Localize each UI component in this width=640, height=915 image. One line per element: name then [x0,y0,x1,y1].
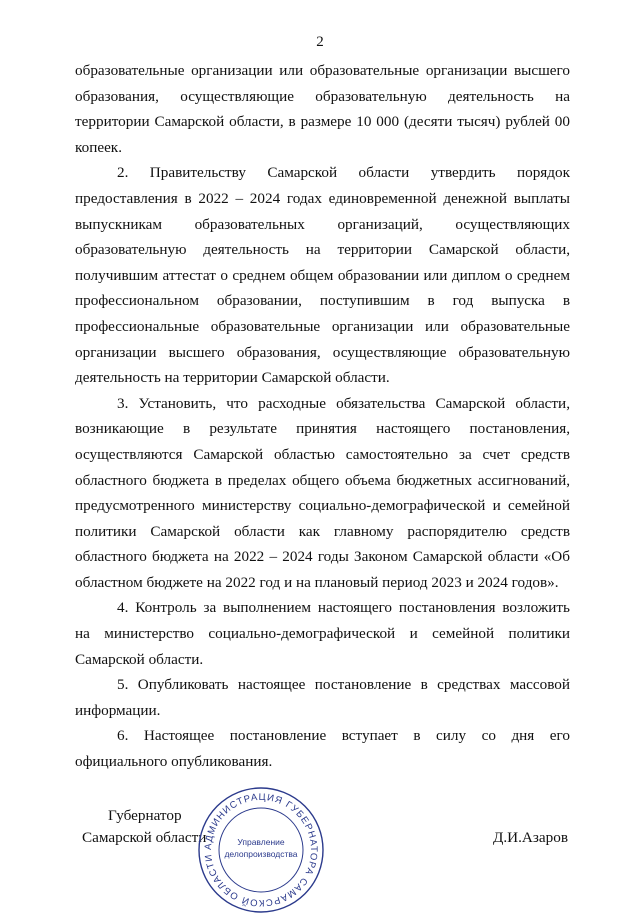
signatory-title: Губернатор [108,807,182,824]
paragraph-3: 3. Установить, что расходные обязательства Самарской области, возникающие в результате принятия настоящего постановления, осуществляются Самарской областью самостоятельно за счет средств областного бюджета в пределах общего объема бюджетных ассигнований, предусмотренного министерству социально-демографической и семейной политики Самарской области как главному распорядителю средств областного бюджета на 2022 – 2024 годы Законом Самарской области «Об областном бюджете на 2022 год и на плановый период 2023 и 2024 годов». [75,394,570,591]
document-body [75,58,570,775]
signatory-region: Самарской области [82,829,207,846]
stamp-center-line-1: Управление [237,837,285,847]
signatory-name: Д.И.Азаров [493,829,568,846]
official-stamp [196,785,326,915]
stamp-center-line-2: делопроизводства [224,849,298,859]
stamp-ring-text: АДМИНИСТРАЦИЯ ГУБЕРНАТОРА САМАРСКОЙ ОБЛАСТИ [202,791,320,909]
paragraph-4: 4. Контроль за выполнением настоящего постановления возложить на министерство социально-демографической и семейной политики Самарской области. [75,599,570,668]
signature-block [0,791,640,909]
paragraph-1-continuation: образовательные организации или образовательные организации высшего образования, осуществляющие образовательную деятельность на территории Самарской области, в размере 10 000 (десяти тысяч) рублей 00 копеек. [75,62,570,156]
paragraph-6: 6. Настоящее постановление вступает в силу со дня его официального опубликования. [75,727,570,771]
paragraph-5: 5. Опубликовать настоящее постановление в средствах массовой информации. [75,676,570,719]
paragraph-2: 2. Правительству Самарской области утвердить порядок предоставления в 2022 – 2024 годах единовременной денежной выплаты выпускникам образовательных организаций, осуществляющих образовательную деятельность на территории Самарской области, получившим аттестат о среднем общем образовании или диплом о среднем профессиональном образовании, поступившим в год выпуска в профессиональные образовательные организации или образовательные организации высшего образования, осуществляющие образовательную деятельность на территории Самарской области. [75,164,570,387]
page-number: 2 [316,34,324,50]
